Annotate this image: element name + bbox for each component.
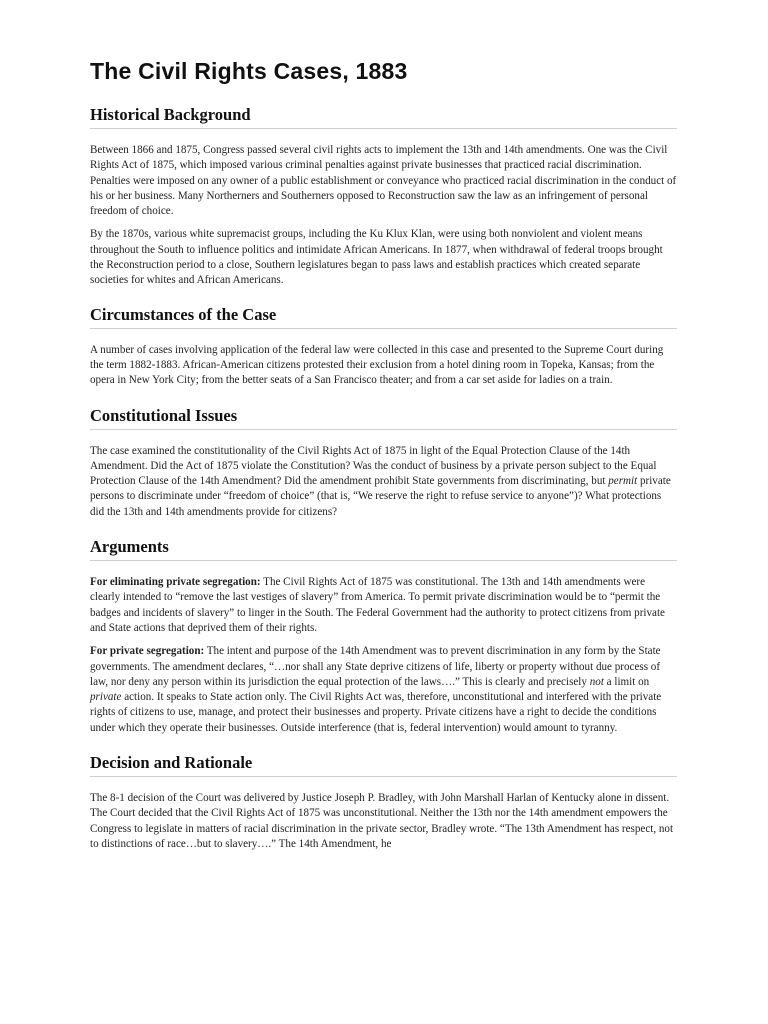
text-run: The Civil Rights Act of 1875 was constitutional. The 13th and 14th amendments were clearly intended to “remove the last vestiges of slavery” from America. To permit private discrimination would be to “permit the badges and incidents of slavery” to linger in the South. The Federal Government had the authority to protect citizens from private and State actions that deprived them of their rights. — [90, 576, 665, 634]
section-decision-rationale — [90, 753, 677, 852]
text-run: The intent and purpose of the 14th Amendment was to prevent discrimination in any form by the State governments. The amendment declares, “…nor shall any State deprive citizens of life, liberty or property without due process of law, nor deny any person within its jurisdiction the equal protection of the laws….” This is clearly and precisely — [90, 645, 661, 688]
argument-paragraph — [90, 575, 677, 636]
section-constitutional-issues — [90, 406, 677, 520]
paragraph: By the 1870s, various white supremacist groups, including the Ku Klux Klan, were using both nonviolent and violent means throughout the South to influence politics and intimidate African Americans. In 1877, when withdrawal of federal troops brought the Reconstruction period to a close, Southern legislatures began to pass laws and establish practices which created separate societies for whites and African Americans. — [90, 228, 663, 287]
section-heading: Decision and Rationale — [90, 753, 677, 777]
argument-label: For private segregation: — [90, 645, 205, 658]
text-run: private persons to discriminate under “freedom of choice” (that is, “We reserve the right to refuse service to anyone”)? What protections did the 13th and 14th amendments provide for citizens? — [90, 475, 671, 518]
emphasis-text: permit — [608, 475, 638, 488]
emphasis-text: not — [589, 675, 604, 688]
section-heading: Historical Background — [90, 105, 677, 129]
text-run: The case examined the constitutionality of the Civil Rights Act of 1875 in light of the Equal Protection Clause of the 14th Amendment. Did the Act of 1875 violate the Constitution? Was the conduct of business by a private person subject to the Equal Protection Clause of the 14th Amendment? Did the amendment prohibit State governments from discriminating, but — [90, 444, 657, 488]
argument-paragraph — [90, 644, 677, 736]
page-title: The Civil Rights Cases, 1883 — [90, 58, 408, 84]
emphasis-text: private — [90, 691, 122, 704]
text-run: a limit on — [603, 675, 650, 688]
section-arguments — [90, 537, 677, 736]
section-heading: Arguments — [90, 537, 677, 561]
section-historical-background — [90, 105, 677, 289]
section-heading: Constitutional Issues — [90, 406, 677, 430]
section-heading: Circumstances of the Case — [90, 305, 677, 329]
paragraph — [90, 444, 677, 520]
argument-label: For eliminating private segregation: — [90, 576, 261, 589]
section-circumstances — [90, 305, 677, 389]
paragraph: The 8-1 decision of the Court was delivered by Justice Joseph P. Bradley, with John Marshall Harlan of Kentucky alone in dissent. The Court decided that the Civil Rights Act of 1875 was unconstitutional. Neither the 13th nor the 14th amendment empowers the Congress to legislate in matters of racial discrimination in the private sector, Bradley wrote. “The 13th Amendment has respect, not to distinctions of race…but to slavery….” The 14th Amendment, he — [90, 792, 674, 850]
paragraph: Between 1866 and 1875, Congress passed several civil rights acts to implement the 13th and 14th amendments. One was the Civil Rights Act of 1875, which imposed various criminal penalties against private businesses that practiced racial discrimination. Penalties were imposed on any owner of a public establishment or conveyance who practiced racial discrimination in the conduct of his or her business. Many Northerners and Southerners opposed to Reconstruction saw the law as an infringement of personal freedom of choice. — [90, 144, 677, 218]
text-run: action. It speaks to State action only. The Civil Rights Act was, therefore, unconstitutional and interfered with the private rights of citizens to use, manage, and protect their businesses and property. Private citizens have a right to decide the conditions under which they operate their businesses. Outside interference (that is, federal intervention) would amount to tyranny. — [90, 691, 662, 734]
paragraph: A number of cases involving application of the federal law were collected in this case and presented to the Supreme Court during the term 1882-1883. African-American citizens protested their exclusion from a hotel dining room in Topeka, Kansas; from the opera in New York City; from the better seats of a San Francisco theater; and from a car set aside for ladies on a train. — [90, 343, 664, 387]
